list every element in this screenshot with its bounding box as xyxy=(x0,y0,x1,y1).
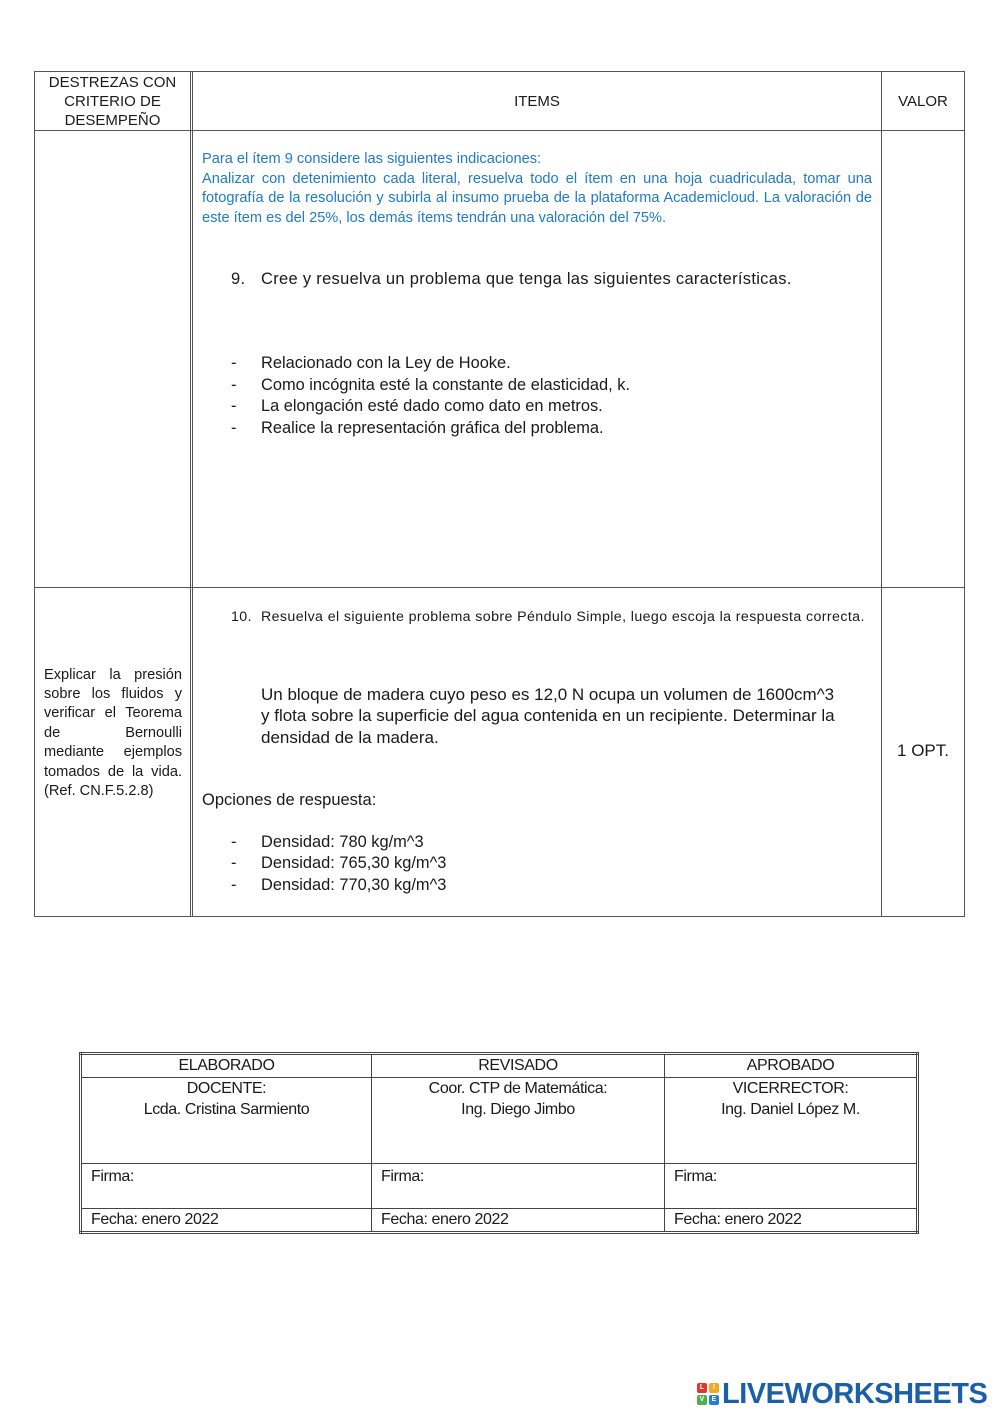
item10-question xyxy=(231,608,872,628)
table-header-row xyxy=(35,72,965,131)
header-destrezas: DESTREZAS CON CRITERIO DE DESEMPEÑO xyxy=(35,72,191,131)
list-item: - Relacionado con la Ley de Hooke. xyxy=(231,354,511,373)
person-name: Ing. Diego Jimbo xyxy=(461,1101,575,1118)
destreza-cell-item9 xyxy=(35,131,191,588)
role-title: DOCENTE: xyxy=(186,1080,267,1097)
evaluation-table xyxy=(34,71,965,917)
item10-number: 10. xyxy=(231,608,252,625)
firma-field: Firma: xyxy=(665,1164,918,1209)
firma-field: Firma: xyxy=(372,1164,665,1209)
instructions-body: Analizar con detenimiento cada literal, resuelva todo el ítem en una hoja cuadriculada, tomar una fotografía de la resolución y subirla al insumo prueba de la plataforma Academicloud. La valoración de este ítem es del 25%, los demás ítems tendrán una valoración del 75%. xyxy=(202,170,872,226)
item9-bullet-list xyxy=(231,353,872,439)
signature-firma-row xyxy=(81,1164,918,1209)
table-row-item9 xyxy=(35,131,965,588)
instructions-title: Para el ítem 9 considere las siguientes indicaciones: xyxy=(202,151,542,168)
items-cell-item10 xyxy=(193,587,882,916)
table-row-item10 xyxy=(35,587,965,916)
item9-instructions xyxy=(202,150,872,228)
problem-line: y flota sobre la superficie del agua contenida en un recipiente. Determinar la xyxy=(261,706,835,726)
items-cell-item9 xyxy=(193,131,882,588)
item9-question xyxy=(231,269,872,290)
header-items: ITEMS xyxy=(193,72,882,131)
signature-fecha-row xyxy=(81,1209,918,1233)
role-cell xyxy=(81,1078,372,1164)
liveworksheets-logo[interactable] xyxy=(697,1376,987,1412)
item10-problem xyxy=(261,684,881,749)
signature-header-row xyxy=(81,1054,918,1078)
logo-text: LIVEWORKSHEETS xyxy=(722,1377,988,1410)
answer-option[interactable]: - Densidad: 765,30 kg/m^3 xyxy=(231,854,447,873)
logo-mark-icon: L I V E xyxy=(697,1383,719,1405)
answer-options-list xyxy=(231,832,872,897)
person-name: Lcda. Cristina Sarmiento xyxy=(143,1101,310,1118)
item10-question-text: Resuelva el siguiente problema sobre Péndulo Simple, luego escoja la respuesta correcta. xyxy=(261,608,865,625)
person-name: Ing. Daniel López M. xyxy=(721,1101,860,1118)
fecha-field: Fecha: enero 2022 xyxy=(81,1209,372,1233)
list-item: - Realice la representación gráfica del problema. xyxy=(231,418,604,437)
role-cell xyxy=(372,1078,665,1164)
header-valor: VALOR xyxy=(882,72,965,131)
list-item: - La elongación esté dado como dato en metros. xyxy=(231,397,603,416)
valor-value: 1 OPT. xyxy=(897,740,949,760)
fecha-field: Fecha: enero 2022 xyxy=(372,1209,665,1233)
options-title: Opciones de respuesta: xyxy=(202,790,377,809)
answer-option[interactable]: - Densidad: 770,30 kg/m^3 xyxy=(231,875,447,894)
valor-cell-item10 xyxy=(882,587,965,916)
destreza-text: Explicar la presión sobre los fluidos y verificar el Teorema de Bernoulli mediante ejemplos tomados de la vida. (Ref. CN.F.5.2.8) xyxy=(44,666,182,800)
role-cell xyxy=(665,1078,918,1164)
header-aprobado: APROBADO xyxy=(665,1054,918,1078)
problem-line: Un bloque de madera cuyo peso es 12,0 N ocupa un volumen de 1600cm^3 xyxy=(261,684,835,704)
signature-table xyxy=(79,1052,919,1234)
firma-field: Firma: xyxy=(81,1164,372,1209)
problem-line: densidad de la madera. xyxy=(261,727,439,747)
header-elaborado: ELABORADO xyxy=(81,1054,372,1078)
answer-option[interactable]: - Densidad: 780 kg/m^3 xyxy=(231,832,424,851)
destreza-cell-item10 xyxy=(35,587,191,916)
fecha-field: Fecha: enero 2022 xyxy=(665,1209,918,1233)
item9-question-text: Cree y resuelva un problema que tenga las siguientes características. xyxy=(261,270,792,289)
signature-role-row xyxy=(81,1078,918,1164)
role-title: VICERRECTOR: xyxy=(732,1080,849,1097)
header-revisado: REVISADO xyxy=(372,1054,665,1078)
valor-cell-item9 xyxy=(882,131,965,588)
list-item: - Como incógnita esté la constante de elasticidad, k. xyxy=(231,375,631,394)
item9-number: 9. xyxy=(231,270,246,289)
role-title: Coor. CTP de Matemática: xyxy=(428,1080,608,1097)
